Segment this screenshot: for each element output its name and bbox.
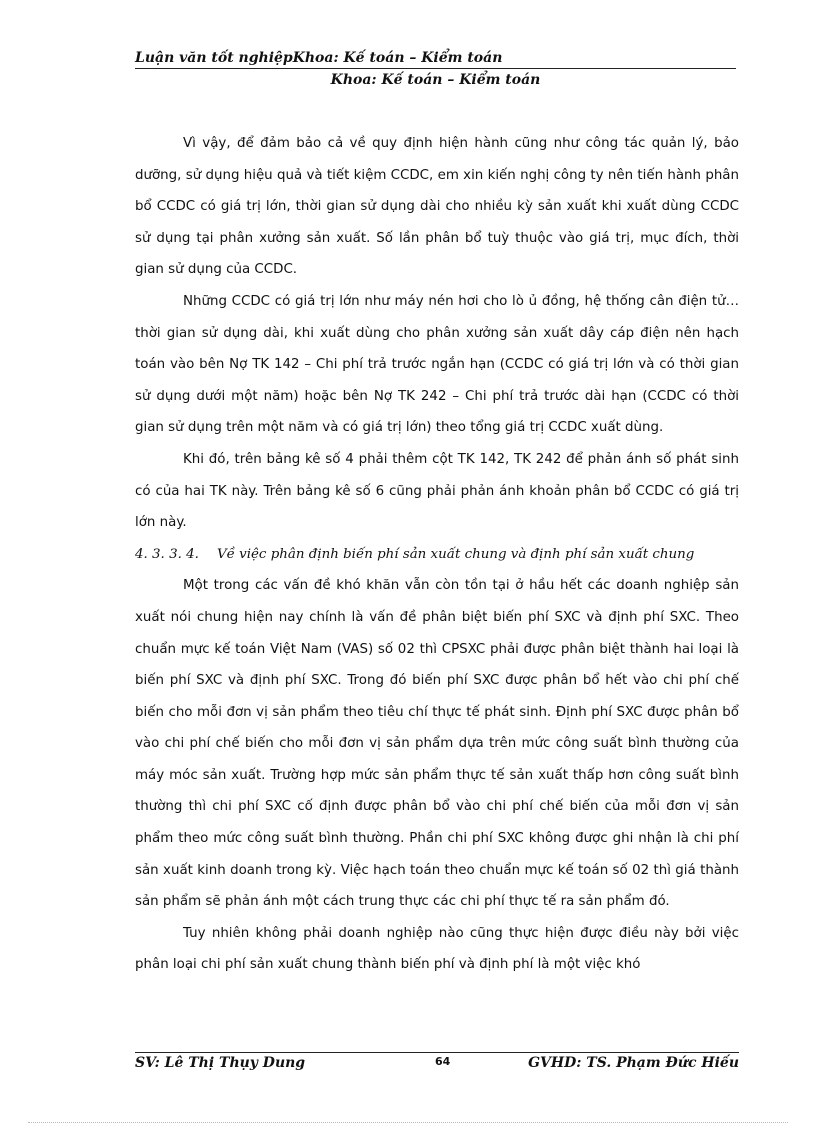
paragraph-3: Khi đó, trên bảng kê số 4 phải thêm cột TK 142, TK 242 để phản ánh số phát sinh có của hai TK này. Trên bảng kê số 6 cũng phải phản ánh khoản phân bổ CCDC có giá trị lớn này. (135, 451, 739, 531)
header-department: Khoa: Kế toán – Kiểm toán (330, 72, 541, 88)
page-number: 64 (435, 1055, 451, 1068)
paragraph-2: Những CCDC có giá trị lớn như máy nén hơi cho lò ủ đồng, hệ thống cân điện tử…thời gian sử dụng dài, khi xuất dùng cho phân xưởng sản xuất dây cáp điện nên hạch toán vào bên Nợ TK 142 – Chi phí trả trước ngắn hạn (CCDC có giá trị lớn và có thời gian sử dụng dưới một năm) hoặc bên Nợ TK 242 – Chi phí trả trước dài hạn (CCDC có thời gian sử dụng trên một năm và có giá trị lớn) theo tổng giá trị CCDC xuất dùng. (135, 293, 739, 436)
footer-rule (135, 1052, 739, 1053)
paragraph-4: Một trong các vấn đề khó khăn vẫn còn tồn tại ở hầu hết các doanh nghiệp sản xuất nói chung hiện nay chính là vấn đề phân biệt biến phí SXC và định phí SXC. Theo chuẩn mực kế toán Việt Nam (VAS) số 02 thì CPSXC phải được phân biệt thành hai loại là biến phí SXC và định phí SXC. Trong đó biến phí SXC được phân bổ hết vào chi phí chế biến cho mỗi đơn vị sản phẩm theo tiêu chí thực tế phát sinh. Định phí SXC được phân bổ vào chi phí chế biến cho mỗi đơn vị sản phẩm dựa trên mức công suất bình thường của máy móc sản xuất. Trường hợp mức sản phẩm thực tế sản xuất thấp hơn công suất bình thường thì chi phí SXC cố định được phân bổ vào chi phí chế biến của mỗi đơn vị sản phẩm theo mức công suất bình thường. Phần chi phí SXC không được ghi nhận là chi phí sản xuất kinh doanh trong kỳ. Việc hạch toán theo chuẩn mực kế toán số 02 thì giá thành sản phẩm sẽ phản ánh một cách trung thực các chi phí thực tế ra sản phẩm đó. (135, 578, 739, 910)
header-rule (135, 68, 736, 69)
section-title: Về việc phân định biến phí sản xuất chung và định phí sản xuất chung (217, 546, 695, 562)
page-footer (135, 1055, 739, 1077)
body-text (135, 128, 739, 981)
section-number: 4. 3. 3. 4. (135, 546, 199, 562)
header-title: Luận văn tốt nghiệpKhoa: Kế toán – Kiểm toán (135, 50, 503, 66)
section-heading (135, 539, 739, 571)
paragraph-1: Vì vậy, để đảm bảo cả về quy định hiện hành cũng như công tác quản lý, bảo dưỡng, sử dụng hiệu quả và tiết kiệm CCDC, em xin kiến nghị công ty nên tiến hành phân bổ CCDC có giá trị lớn, thời gian sử dụng dài cho nhiều kỳ sản xuất khi xuất dùng CCDC sử dụng tại phân xưởng sản xuất. Số lần phân bổ tuỳ thuộc vào giá trị, mục đích, thời gian sử dụng của CCDC. (135, 136, 739, 278)
footer-advisor: GVHD: TS. Phạm Đức Hiếu (528, 1055, 739, 1071)
paragraph-5: Tuy nhiên không phải doanh nghiệp nào cũng thực hiện được điều này bởi việc phân loại chi phí sản xuất chung thành biến phí và định phí là một việc khó (135, 925, 739, 973)
footer-student: SV: Lê Thị Thụy Dung (135, 1055, 306, 1071)
page-header (135, 48, 736, 90)
